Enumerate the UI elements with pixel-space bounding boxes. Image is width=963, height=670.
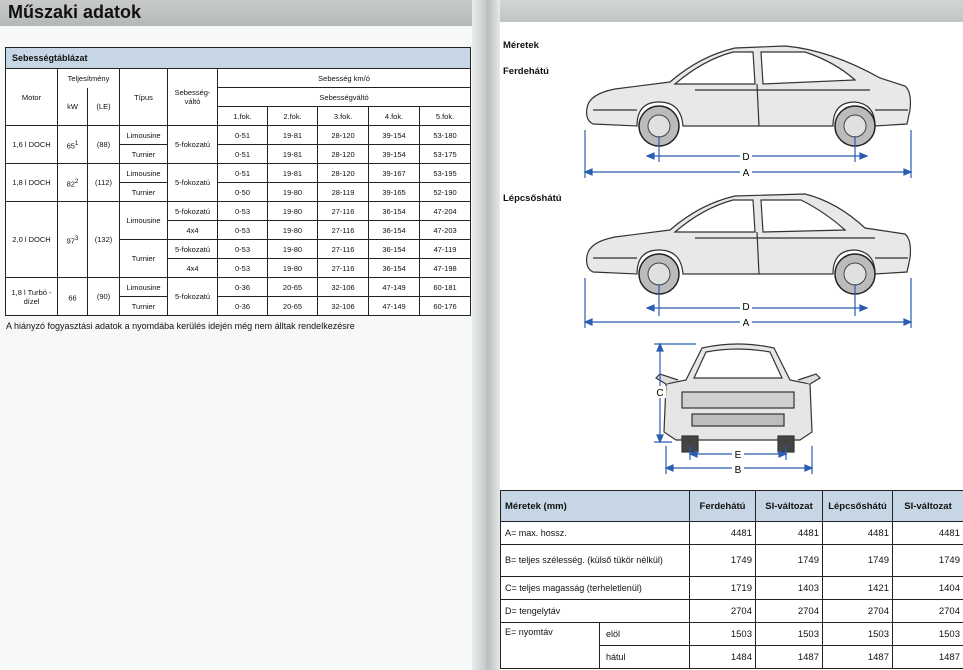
dim-value: 2704 <box>690 600 756 623</box>
dim-header-label: Méretek (mm) <box>501 491 690 522</box>
dim-value: 1503 <box>823 623 893 646</box>
speed-cell: 53-175 <box>420 145 471 164</box>
dim-header-col: SI-változat <box>756 491 823 522</box>
header-motor: Motor <box>6 69 58 126</box>
speed-cell: 53-195 <box>420 164 471 183</box>
speed-cell: 20-65 <box>268 278 318 297</box>
type-cell: Turnier <box>120 297 168 316</box>
table-row <box>501 522 963 545</box>
sedan-side-view <box>575 188 920 333</box>
book-gutter <box>472 0 500 670</box>
dim-value: 1404 <box>893 577 963 600</box>
kw-cell: $65^1$ <box>58 126 88 164</box>
speed-table <box>5 47 471 316</box>
speed-cell: 0-51 <box>218 145 268 164</box>
dim-value: 1749 <box>823 545 893 577</box>
speed-cell: 19-81 <box>268 145 318 164</box>
table-row <box>6 202 471 221</box>
table-row <box>6 126 471 145</box>
kw-cell: 66 <box>58 278 88 316</box>
dim-row-sub: elöl <box>600 623 690 646</box>
speed-cell: 32-106 <box>318 278 369 297</box>
dim-value: 4481 <box>893 522 963 545</box>
speed-cell: 19-80 <box>268 259 318 278</box>
header-gearbox: Sebesség-váltó <box>168 69 218 126</box>
type-cell: Turnier <box>120 240 168 278</box>
table-row <box>501 577 963 600</box>
motor-cell: 2,0 l DOCH <box>6 202 58 278</box>
motor-cell: 1,6 l DOCH <box>6 126 58 164</box>
gearbox-cell: 5-fokozatú <box>168 278 218 316</box>
dim-value: 1503 <box>690 623 756 646</box>
dim-value: 1503 <box>756 623 823 646</box>
table-row <box>501 545 963 577</box>
dim-d-letter: D <box>742 302 750 313</box>
le-cell: (90) <box>88 278 120 316</box>
header-gear: 2.fok. <box>268 107 318 126</box>
speed-cell: 27-116 <box>318 240 369 259</box>
header-gear: 3.fok. <box>318 107 369 126</box>
dim-row-label: C= teljes magasság (terheletlenül) <box>501 577 690 600</box>
table-row <box>501 600 963 623</box>
speed-cell: 52-190 <box>420 183 471 202</box>
gearbox-cell: 5-fokozatú <box>168 164 218 202</box>
motor-cell: 1,8 l Turbó -dízel <box>6 278 58 316</box>
speed-cell: 0-51 <box>218 164 268 183</box>
dimensions-heading: Méretek <box>503 40 539 51</box>
hatchback-label: Ferdehátú <box>503 66 549 77</box>
type-cell: Limousine <box>120 202 168 240</box>
gearbox-cell: 5-fokozatú <box>168 202 218 221</box>
speed-cell: 47-204 <box>420 202 471 221</box>
dim-value: 1749 <box>756 545 823 577</box>
speed-cell: 39-154 <box>369 126 420 145</box>
header-gear: 5.fok. <box>420 107 471 126</box>
title-bar <box>0 0 472 26</box>
speed-cell: 47-149 <box>369 297 420 316</box>
speed-cell: 27-116 <box>318 259 369 278</box>
speed-cell: 0-53 <box>218 221 268 240</box>
speed-cell: 28-120 <box>318 126 369 145</box>
dim-value: 1487 <box>823 646 893 669</box>
gearbox-cell: 4x4 <box>168 221 218 240</box>
header-gearbox-sub: Sebességváltó <box>218 88 471 107</box>
sedan-label: Lépcsőshátú <box>503 193 562 204</box>
hatchback-side-view <box>575 40 920 185</box>
dim-value: 1749 <box>690 545 756 577</box>
speed-cell: 27-116 <box>318 221 369 240</box>
dimensions-table <box>500 490 963 669</box>
dim-row-sub: hátul <box>600 646 690 669</box>
dim-row-label: A= max. hossz. <box>501 522 690 545</box>
dim-e-letter: E <box>734 450 742 461</box>
speed-cell: 32-106 <box>318 297 369 316</box>
speed-cell: 36-154 <box>369 221 420 240</box>
page-title: Műszaki adatok <box>8 2 142 22</box>
header-kw: kW <box>58 88 88 126</box>
speed-cell: 36-154 <box>369 240 420 259</box>
type-cell: Turnier <box>120 145 168 164</box>
type-cell: Limousine <box>120 126 168 145</box>
speed-cell: 47-203 <box>420 221 471 240</box>
header-le: (LE) <box>88 88 120 126</box>
speed-cell: 27-116 <box>318 202 369 221</box>
speed-cell: 19-81 <box>268 126 318 145</box>
dim-header-col: Lépcsőshátú <box>823 491 893 522</box>
speed-cell: 36-154 <box>369 259 420 278</box>
dim-value: 1487 <box>756 646 823 669</box>
header-power: Teljesítmény <box>58 69 120 88</box>
dim-b-letter: B <box>734 465 742 476</box>
le-cell: (132) <box>88 202 120 278</box>
le-cell: (88) <box>88 126 120 164</box>
speed-cell: 19-80 <box>268 202 318 221</box>
dim-a-letter: A <box>742 318 750 329</box>
motor-cell: 1,8 l DOCH <box>6 164 58 202</box>
gearbox-cell: 5-fokozatú <box>168 126 218 164</box>
dim-value: 1503 <box>893 623 963 646</box>
dim-value: 4481 <box>823 522 893 545</box>
kw-cell: $82^2$ <box>58 164 88 202</box>
speed-cell: 0-50 <box>218 183 268 202</box>
speed-cell: 0-53 <box>218 202 268 221</box>
speed-cell: 47-149 <box>369 278 420 297</box>
speed-cell: 60-181 <box>420 278 471 297</box>
speed-cell: 60-176 <box>420 297 471 316</box>
dim-value: 1487 <box>893 646 963 669</box>
header-gear: 4.fok. <box>369 107 420 126</box>
speed-cell: 19-80 <box>268 221 318 240</box>
speed-cell: 0-51 <box>218 126 268 145</box>
dim-value: 1403 <box>756 577 823 600</box>
dim-row-label: B= teljes szélesség. (külső tükör nélkül) <box>501 545 690 577</box>
title-bar-right <box>500 0 963 22</box>
speed-cell: 28-120 <box>318 164 369 183</box>
dim-value: 1421 <box>823 577 893 600</box>
speed-cell: 36-154 <box>369 202 420 221</box>
type-cell: Turnier <box>120 183 168 202</box>
dim-value: 1719 <box>690 577 756 600</box>
footnote: A hiányzó fogyasztási adatok a nyomdába kerülés idején még nem álltak rendelkezésre <box>6 321 355 331</box>
type-cell: Limousine <box>120 278 168 297</box>
speed-cell: 20-65 <box>268 297 318 316</box>
header-speed: Sebesség km/ó <box>218 69 471 88</box>
gearbox-cell: 4x4 <box>168 259 218 278</box>
speed-cell: 19-80 <box>268 240 318 259</box>
dim-c-letter: C <box>656 388 664 399</box>
gearbox-cell: 5-fokozatú <box>168 240 218 259</box>
kw-cell: $97^3$ <box>58 202 88 278</box>
speed-cell: 39-165 <box>369 183 420 202</box>
speed-cell: 47-119 <box>420 240 471 259</box>
speed-cell: 53-180 <box>420 126 471 145</box>
table-row <box>6 164 471 183</box>
speed-cell: 47-198 <box>420 259 471 278</box>
table-row <box>6 278 471 297</box>
dim-value: 2704 <box>756 600 823 623</box>
speed-cell: 0-36 <box>218 297 268 316</box>
speed-cell: 39-154 <box>369 145 420 164</box>
dim-value: 4481 <box>756 522 823 545</box>
type-cell: Limousine <box>120 164 168 183</box>
dim-value: 2704 <box>893 600 963 623</box>
dim-row-label: D= tengelytáv <box>501 600 690 623</box>
le-cell: (112) <box>88 164 120 202</box>
speed-cell: 19-80 <box>268 183 318 202</box>
speed-cell: 0-53 <box>218 259 268 278</box>
speed-cell: 0-36 <box>218 278 268 297</box>
speed-cell: 19-81 <box>268 164 318 183</box>
speed-table-caption: Sebességtáblázat <box>6 48 471 69</box>
header-gear: 1.fok. <box>218 107 268 126</box>
front-view <box>652 336 824 478</box>
table-row <box>501 623 963 646</box>
dim-header-col: Ferdehátú <box>690 491 756 522</box>
speed-cell: 0-53 <box>218 240 268 259</box>
dim-value: 2704 <box>823 600 893 623</box>
dim-value: 1484 <box>690 646 756 669</box>
dim-d-letter: D <box>742 152 750 163</box>
dim-value: 4481 <box>690 522 756 545</box>
dim-header-col: SI-változat <box>893 491 963 522</box>
header-type: Típus <box>120 69 168 126</box>
dim-a-letter: A <box>742 168 750 179</box>
speed-cell: 39-167 <box>369 164 420 183</box>
speed-cell: 28-119 <box>318 183 369 202</box>
dim-value: 1749 <box>893 545 963 577</box>
speed-cell: 28-120 <box>318 145 369 164</box>
dim-row-label: E= nyomtáv <box>501 623 600 669</box>
